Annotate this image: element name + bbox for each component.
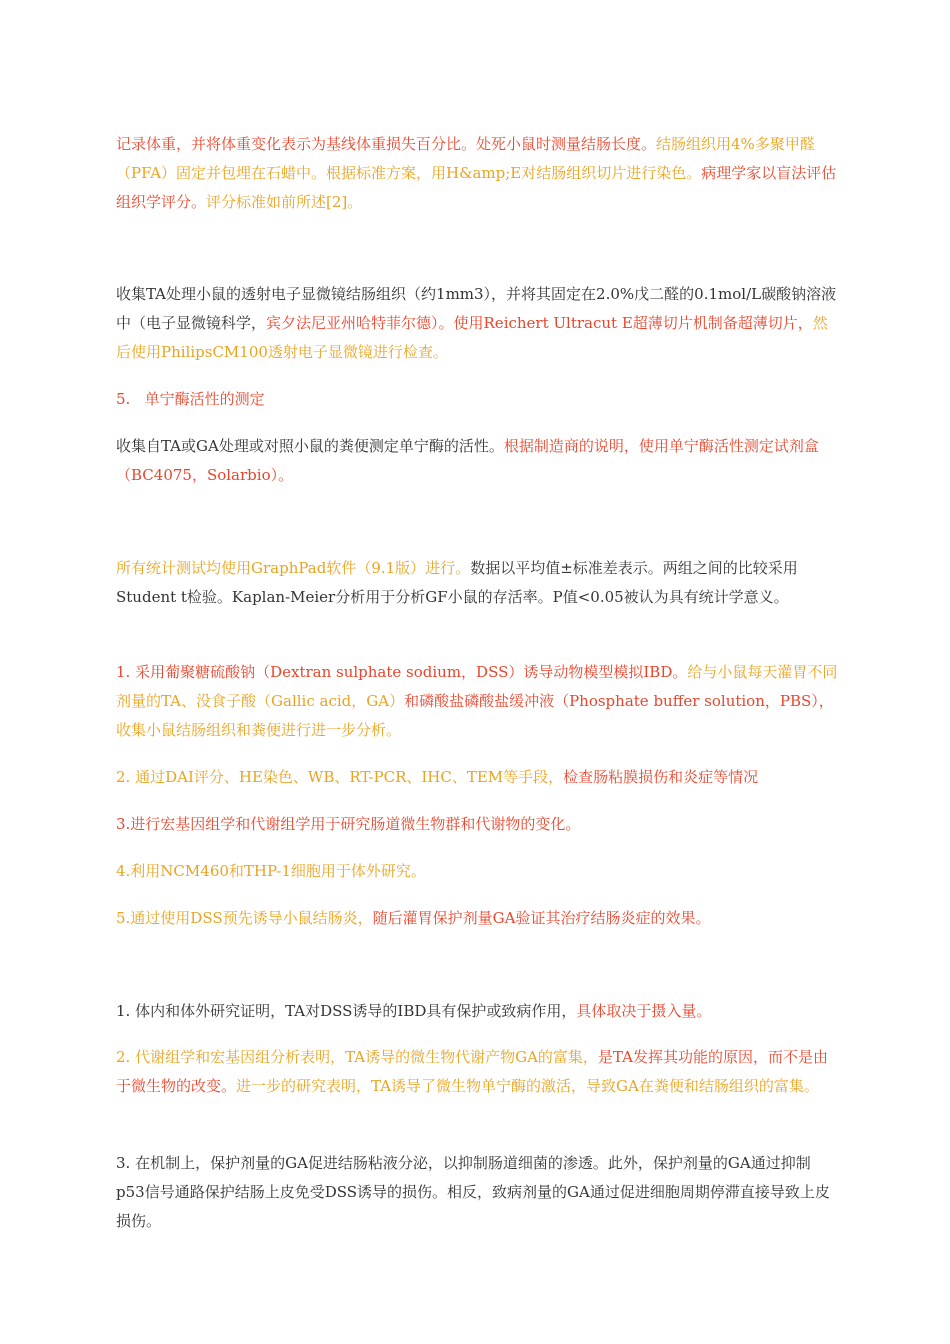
paragraph-statistics	[116, 554, 838, 612]
text-segment: 宾夕法尼亚州哈特菲尔德）。使用Reichert Ultracut E超薄切片机制备超薄切片，	[266, 314, 813, 332]
text-segment: 给与小鼠每天灌胃不同剂量的TA、没食子酸（Gallic acid，GA）	[116, 663, 838, 710]
text-segment: 具体取决于摄入量。	[576, 1002, 712, 1020]
text-segment: 评分标准如前所述[2]。	[206, 193, 363, 211]
text-segment: 和磷酸盐磷酸盐缓冲液（Phosphate buffer solution，PBS），	[404, 692, 834, 710]
section-heading-tannase	[116, 385, 838, 414]
text-segment: 收集小鼠结肠组织和粪便进行进一步分析。	[116, 721, 402, 739]
text-segment: 收集TA处理小鼠的透射电子显微镜结肠组织（约1mm3），并将其固定在2.0%戊二醛的0.1mol/L碳酸钠溶液中（电子显微镜科学，	[116, 285, 837, 332]
text-segment: 2. 代谢组学和宏基因组分析表明，TA诱导的微生物代谢产物GA的富集，	[116, 1048, 598, 1066]
text-segment: 进一步的研究表明，TA诱导了微生物单宁酶的激活，导致GA在粪便和结肠组织的富集。	[236, 1077, 819, 1095]
text-segment: 检查肠粘膜损伤和炎症等情况	[563, 768, 759, 786]
text-segment: 然后使用PhilipsCM100透射电子显微镜进行检查。	[116, 314, 828, 361]
text-segment: 2. 通过DAI评分、HE染色、WB、RT-PCR、IHC、TEM等手段，	[116, 768, 564, 786]
text-segment: 数据以平均值±标准差表示。两组之间的比较采用Student t检验。Kaplan-Meier分析用于分析GF小鼠的存活率。P值<0.05被认为具有统计学意义。	[116, 559, 798, 606]
text-segment: 记录体重，并将体重变化表示为基线体重损失百分比。处死小鼠时测量结肠长度。	[116, 135, 657, 153]
text-segment: 是TA发挥其功能的原因，而不是由于微生物的改变。	[116, 1048, 828, 1095]
text-segment: 3. 在机制上，保护剂量的GA促进结肠粘液分泌，以抑制肠道细菌的渗透。此外，保护剂量的GA通过抑制p53信号通路保护结肠上皮免受DSS诱导的损伤。相反，致病剂量的GA通过促进细胞周期停滞直接导致上皮损伤。	[116, 1154, 830, 1230]
list-item-method-4	[116, 857, 838, 886]
paragraph-tannase	[116, 432, 838, 490]
text-segment: 收集自TA或GA处理或对照小鼠的粪便测定单宁酶的活性。	[116, 437, 504, 455]
text-segment: 5. 单宁酶活性的测定	[116, 390, 265, 408]
text-segment: 随后灌胃保护剂量GA验证其治疗结肠炎症的效果。	[372, 909, 711, 927]
paragraph-histology	[116, 130, 838, 217]
list-item-result-3	[116, 1149, 838, 1236]
paragraph-tem	[116, 280, 838, 367]
text-segment: 3.进行宏基因组学和代谢组学用于研究肠道微生物群和代谢物的变化。	[116, 815, 581, 833]
text-segment: 4.利用NCM460和THP-1细胞用于体外研究。	[116, 862, 426, 880]
text-segment: 结肠组织用4%多聚甲醛（PFA）固定并包埋在石蜡中。根据标准方案，用H&amp;E对结肠组织切片进行染色。	[116, 135, 815, 182]
text-segment: 1. 采用葡聚糖硫酸钠（Dextran sulphate sodium，DSS）诱导动物模型模拟IBD。	[116, 663, 688, 681]
text-segment: 病理学家以盲法评估组织学评分。	[116, 164, 837, 211]
text-segment: 根据制造商的说明，使用单宁酶活性测定试剂盒（BC4075，Solarbio）。	[116, 437, 819, 484]
list-item-result-1	[116, 997, 838, 1026]
list-item-method-1	[116, 658, 838, 745]
list-item-result-2	[116, 1043, 838, 1101]
text-segment: 所有统计测试均使用GraphPad软件（9.1版）进行。	[116, 559, 471, 577]
list-item-method-3	[116, 810, 838, 839]
text-segment: 1. 体内和体外研究证明，TA对DSS诱导的IBD具有保护或致病作用，	[116, 1002, 577, 1020]
text-segment: 5.通过使用DSS预先诱导小鼠结肠炎，	[116, 909, 373, 927]
list-item-method-5	[116, 904, 838, 933]
list-item-method-2	[116, 763, 838, 792]
